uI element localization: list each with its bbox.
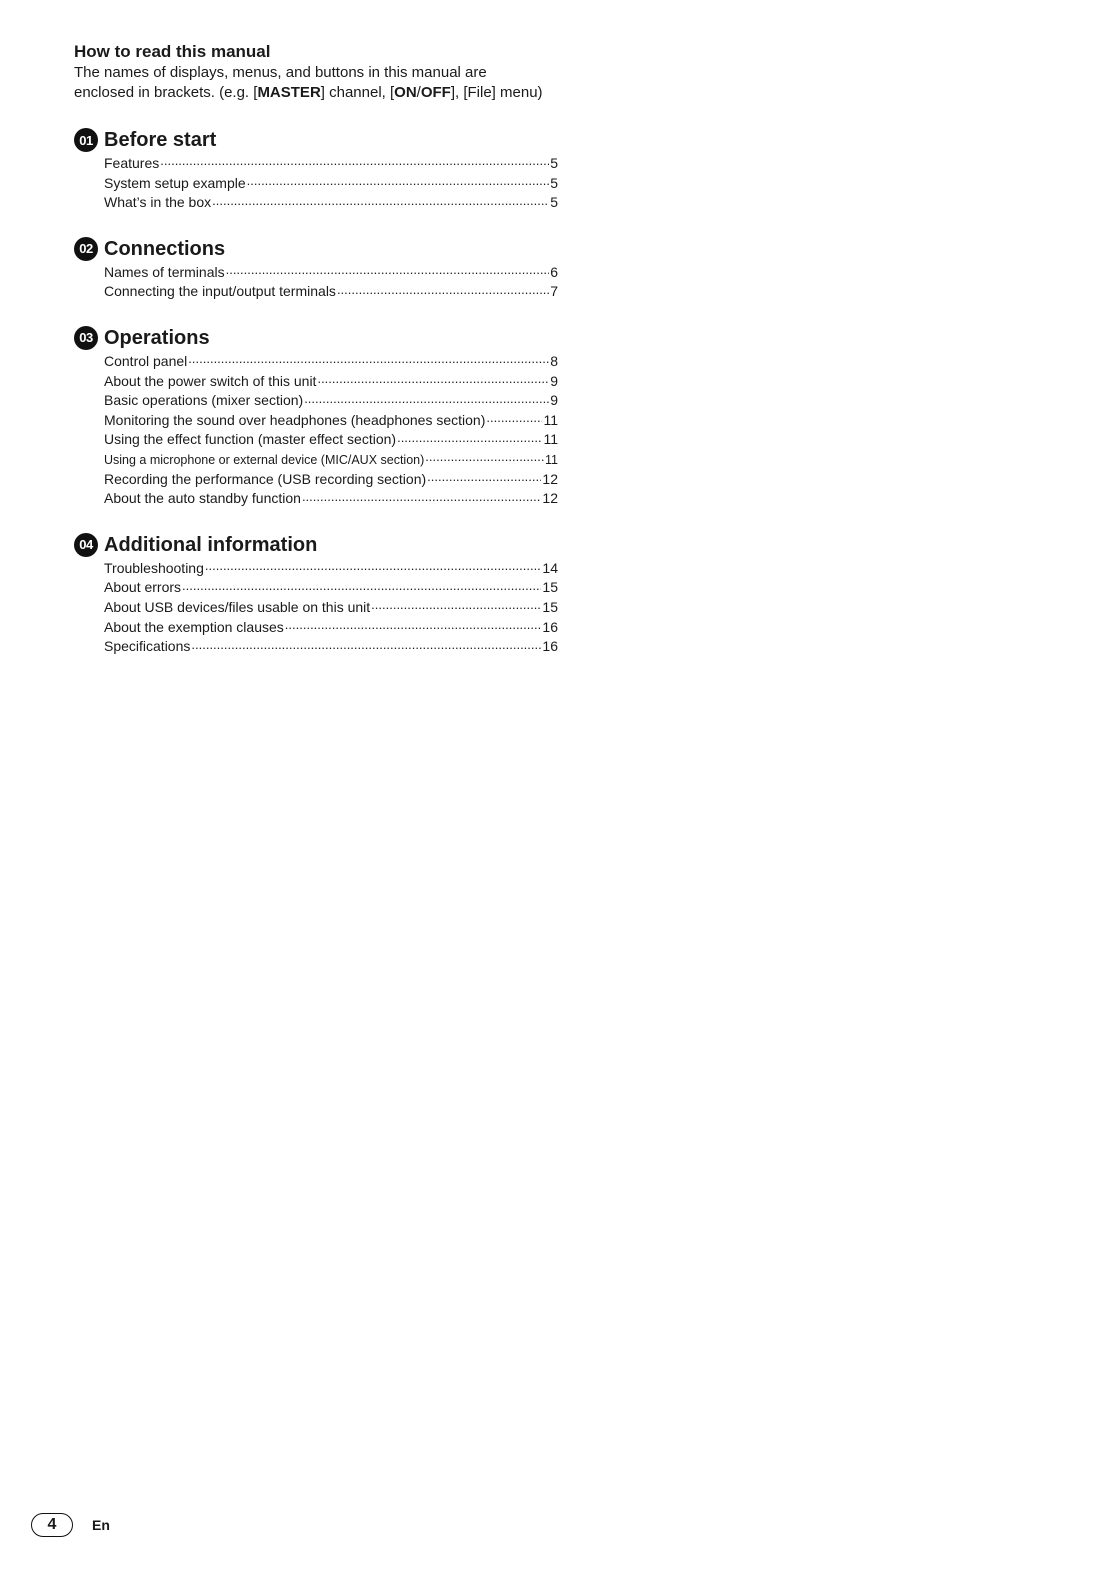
dot-leader bbox=[397, 430, 542, 444]
chapter-heading[interactable] bbox=[74, 126, 558, 154]
chapter-operations bbox=[74, 324, 558, 509]
chapter-title: Connections bbox=[104, 237, 226, 260]
toc-entry-page: 16 bbox=[542, 638, 558, 655]
table-of-contents bbox=[74, 126, 558, 679]
intro-line-2-suffix: ], [File] menu) bbox=[450, 84, 543, 101]
chapter-title: Additional information bbox=[104, 533, 318, 556]
toc-entry[interactable] bbox=[104, 489, 558, 509]
toc-entry-text: Using a microphone or external device (MIC/AUX section) bbox=[104, 452, 425, 467]
toc-entry-page: 8 bbox=[550, 352, 558, 369]
chapter-heading[interactable] bbox=[74, 531, 558, 559]
chapter-connections bbox=[74, 235, 558, 302]
chapter-number-badge: 01 bbox=[74, 128, 98, 152]
toc-entry-text: About errors bbox=[104, 579, 182, 596]
toc-entry[interactable] bbox=[104, 470, 558, 490]
chapter-heading[interactable] bbox=[74, 324, 558, 352]
toc-entry-page: 9 bbox=[550, 372, 558, 389]
dot-leader bbox=[302, 489, 541, 503]
chapter-entries bbox=[104, 352, 558, 509]
toc-entry-page: 16 bbox=[542, 618, 558, 635]
toc-entry-text: Basic operations (mixer section) bbox=[104, 392, 304, 409]
toc-entry-text: Control panel bbox=[104, 352, 188, 369]
toc-entry-page: 11 bbox=[543, 411, 558, 428]
how-to-read-section bbox=[74, 41, 594, 103]
dot-leader bbox=[304, 391, 549, 405]
dot-leader bbox=[212, 193, 549, 207]
dot-leader bbox=[191, 637, 541, 651]
toc-entry[interactable] bbox=[104, 352, 558, 372]
toc-entry[interactable] bbox=[104, 282, 558, 302]
toc-entry-page: 6 bbox=[550, 263, 558, 280]
how-to-read-body bbox=[74, 63, 594, 103]
toc-entry-page: 15 bbox=[542, 579, 558, 596]
dot-leader bbox=[317, 372, 549, 386]
chapter-title: Before start bbox=[104, 129, 217, 151]
toc-entry-text: About the auto standby function bbox=[104, 490, 301, 507]
toc-entry[interactable] bbox=[104, 154, 558, 174]
dot-leader bbox=[205, 559, 542, 573]
dot-leader bbox=[337, 282, 549, 296]
toc-entry-page: 7 bbox=[550, 283, 558, 300]
toc-entry-page: 12 bbox=[542, 490, 558, 507]
toc-entry-text: System setup example bbox=[104, 174, 246, 191]
toc-entry-text: What’s in the box bbox=[104, 194, 212, 211]
page-number: 4 bbox=[31, 1513, 73, 1537]
page-footer bbox=[31, 1513, 110, 1537]
chapter-before-start bbox=[74, 126, 558, 213]
dot-leader bbox=[371, 598, 541, 612]
toc-entry-text: About the power switch of this unit bbox=[104, 372, 317, 389]
chapter-number-badge: 04 bbox=[74, 533, 98, 557]
toc-entry[interactable] bbox=[104, 411, 558, 431]
chapter-heading[interactable] bbox=[74, 235, 558, 263]
how-to-read-title: How to read this manual bbox=[74, 42, 271, 61]
chapter-number-badge: 02 bbox=[74, 237, 98, 261]
toc-entry-text: Monitoring the sound over headphones (headphones section) bbox=[104, 411, 486, 428]
on-label: ON bbox=[394, 84, 417, 101]
toc-entry[interactable] bbox=[104, 598, 558, 618]
toc-entry-page: 15 bbox=[542, 598, 558, 615]
toc-entry-page: 5 bbox=[550, 155, 558, 171]
toc-entry[interactable] bbox=[104, 263, 558, 283]
toc-entry-text: Features bbox=[104, 155, 160, 171]
toc-entry[interactable] bbox=[104, 618, 558, 638]
dot-leader bbox=[486, 411, 542, 425]
toc-entry-page: 5 bbox=[550, 194, 558, 211]
toc-entry-text: Connecting the input/output terminals bbox=[104, 283, 336, 300]
chapter-additional-information bbox=[74, 531, 558, 657]
toc-entry-text: About USB devices/files usable on this unit bbox=[104, 598, 371, 615]
toc-entry-text: Names of terminals bbox=[104, 263, 225, 280]
toc-entry-page: 5 bbox=[550, 174, 558, 191]
toc-entry-text: Using the effect function (master effect section) bbox=[104, 431, 397, 448]
toc-entry[interactable] bbox=[104, 559, 558, 579]
toc-entry[interactable] bbox=[104, 174, 558, 194]
toc-entry[interactable] bbox=[104, 450, 558, 470]
toc-entry[interactable] bbox=[104, 430, 558, 450]
intro-line-1: The names of displays, menus, and buttons in this manual are bbox=[74, 64, 487, 81]
slash: / bbox=[416, 84, 421, 101]
toc-entry-page: 11 bbox=[543, 431, 558, 448]
intro-line-2-prefix: enclosed in brackets. (e.g. [ bbox=[74, 84, 258, 101]
toc-entry-page: 9 bbox=[550, 392, 558, 409]
toc-entry[interactable] bbox=[104, 391, 558, 411]
toc-entry-page: 12 bbox=[542, 470, 558, 487]
chapter-entries bbox=[104, 559, 558, 657]
chapter-entries bbox=[104, 154, 558, 213]
dot-leader bbox=[160, 154, 549, 168]
toc-entry-text: Troubleshooting bbox=[104, 559, 204, 576]
dot-leader bbox=[285, 618, 542, 632]
chapter-number-badge: 03 bbox=[74, 326, 98, 350]
language-code: En bbox=[92, 1517, 110, 1533]
toc-entry[interactable] bbox=[104, 193, 558, 213]
dot-leader bbox=[188, 352, 549, 366]
chapter-entries bbox=[104, 263, 558, 302]
off-label: OFF bbox=[420, 84, 451, 101]
toc-entry[interactable] bbox=[104, 372, 558, 392]
toc-entry-text: About the exemption clauses bbox=[104, 618, 284, 635]
dot-leader bbox=[247, 174, 550, 188]
chapter-title: Operations bbox=[104, 326, 210, 349]
toc-entry-page: 11 bbox=[545, 452, 558, 467]
toc-entry-text: Recording the performance (USB recording section) bbox=[104, 470, 427, 487]
toc-entry-page: 14 bbox=[542, 559, 558, 576]
dot-leader bbox=[182, 578, 541, 592]
master-label: MASTER bbox=[257, 84, 321, 101]
dot-leader bbox=[226, 263, 550, 277]
toc-entry[interactable] bbox=[104, 637, 558, 657]
intro-line-2-mid: ] channel, [ bbox=[320, 84, 395, 101]
toc-entry[interactable] bbox=[104, 578, 558, 598]
dot-leader bbox=[427, 470, 541, 484]
toc-entry-text: Specifications bbox=[104, 638, 191, 655]
dot-leader bbox=[425, 450, 544, 464]
